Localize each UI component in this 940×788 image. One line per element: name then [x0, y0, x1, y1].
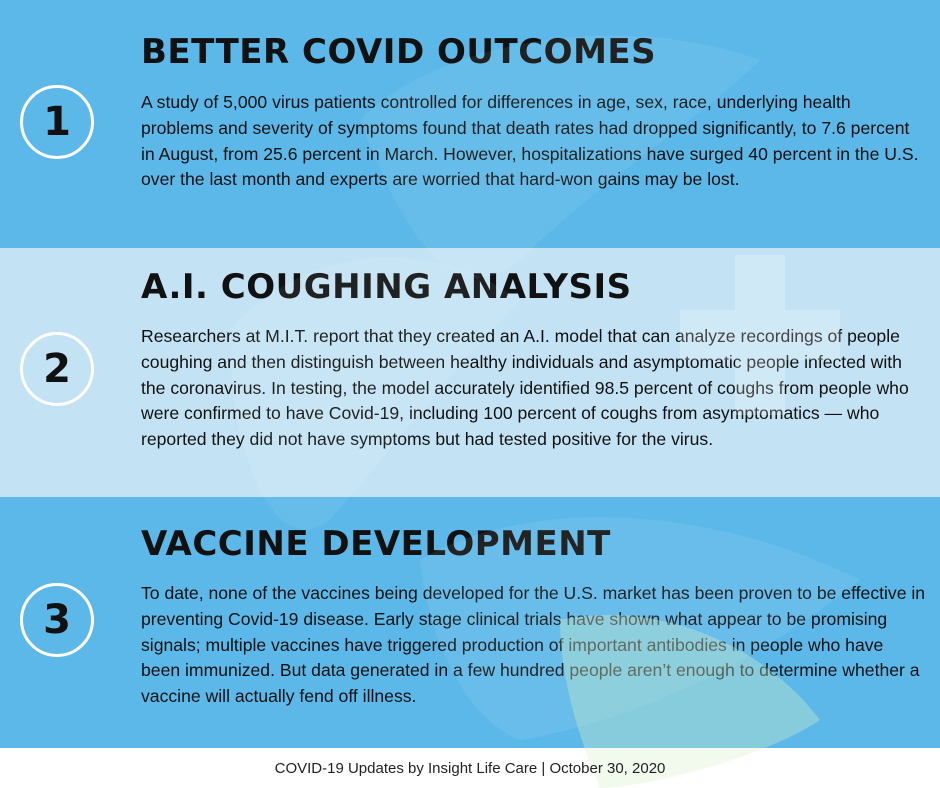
number-badge-3: 3 [20, 583, 94, 657]
section-title-1: BETTER COVID OUTCOMES [141, 32, 657, 72]
section-body-3: To date, none of the vaccines being developed for the U.S. market has been proven to be effective in preventing Covid-19 disease. Early stage clinical trials have shown what appear to be promising signals; multiple vaccines have triggered production of important antibodies in people who have been immunized. But data generated in a few hundred people aren’t enough to determine whether a vaccine will actually fend off illness. [141, 583, 926, 707]
section-ai-coughing-analysis [0, 248, 940, 497]
section-title-2: A.I. COUGHING ANALYSIS [141, 267, 632, 307]
section-body-1: A study of 5,000 virus patients controlled for differences in age, sex, race, underlying health problems and severity of symptoms found that death rates had dropped significantly, to 7.6 percent in August, from 25.6 percent in March. However, hospitalizations have surged 40 percent in the U.S. over the last month and experts are worried that hard-won gains may be lost. [141, 92, 919, 190]
number-badge-2: 2 [20, 332, 94, 406]
section-better-covid-outcomes [0, 0, 940, 248]
number-badge-1: 1 [20, 85, 94, 159]
section-vaccine-development [0, 497, 940, 748]
section-title-3: VACCINE DEVELOPMENT [141, 524, 611, 564]
footer-credit: COVID-19 Updates by Insight Life Care | October 30, 2020 [274, 759, 666, 777]
section-body-2: Researchers at M.I.T. report that they created an A.I. model that can analyze recordings of people coughing and then distinguish between healthy individuals and asymptomatic people infected with the coronavirus. In testing, the model accurately identified 98.5 percent of coughs from people who were confirmed to have Covid-19, including 100 percent of coughs from asymptomatics — who reported they did not have symptoms but had tested positive for the virus. [141, 326, 909, 450]
